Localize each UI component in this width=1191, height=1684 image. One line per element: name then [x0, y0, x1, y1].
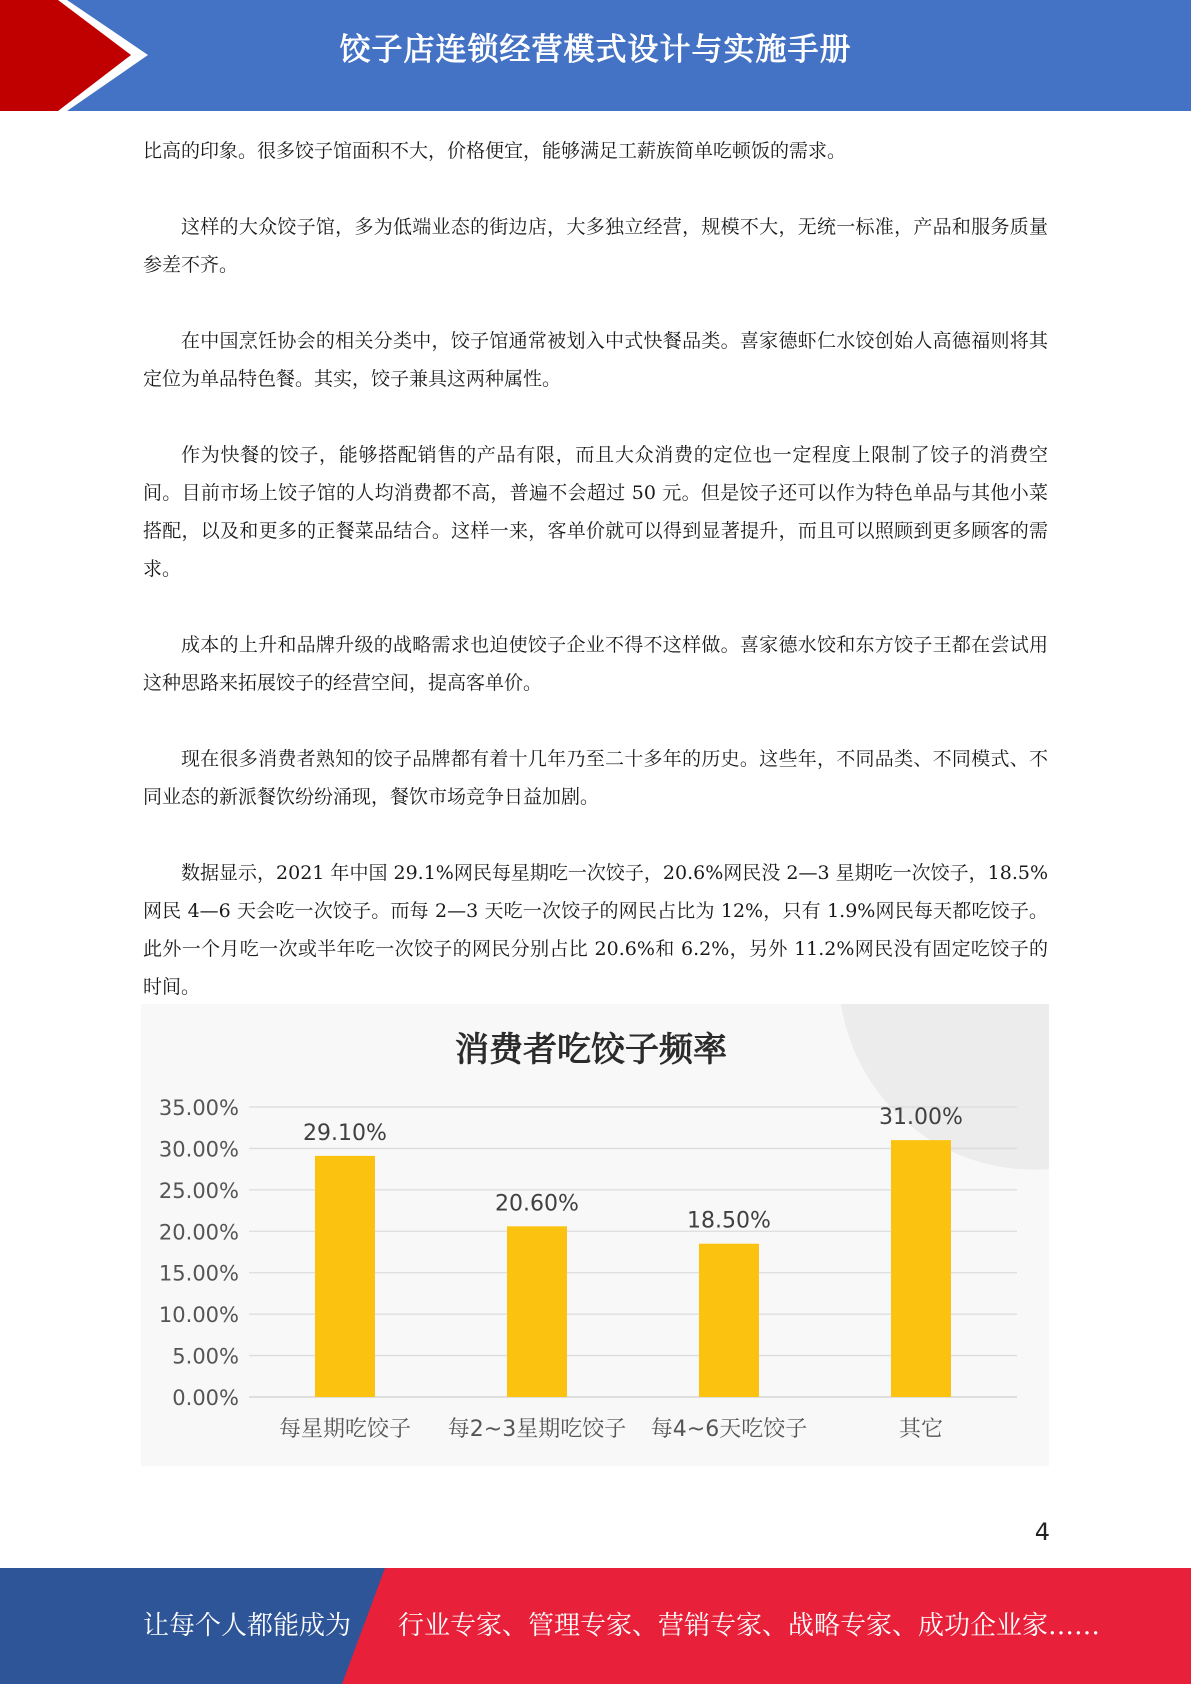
- document-title: 饺子店连锁经营模式设计与实施手册: [339, 32, 852, 68]
- paragraph: 作为快餐的饺子，能够搭配销售的产品有限，而且大众消费的定位也一定程度上限制了饺子的消费空间。目前市场上饺子馆的人均消费都不高，普遍不会超过 50 元。但是饺子还可以作为特色单品与其他小菜搭配，以及和更多的正餐菜品结合。这样一来，客单价就可以得到显著提升，而且可以照顾到更多顾客的需求。: [143, 444, 1048, 580]
- page-footer: [0, 1568, 1191, 1684]
- bar-chart: [141, 1004, 1049, 1466]
- chart-bars: [315, 1140, 951, 1397]
- y-tick-label: 5.00%: [172, 1344, 239, 1369]
- y-tick-label: 30.00%: [158, 1137, 239, 1162]
- data-label: 18.50%: [687, 1208, 771, 1234]
- paragraph: 这样的大众饺子馆，多为低端业态的街边店，大多独立经营，规模不大，无统一标准，产品和服务质量参差不齐。: [143, 216, 1048, 276]
- bar: [891, 1140, 951, 1397]
- x-category-label: 每2~3星期吃饺子: [447, 1417, 627, 1442]
- x-axis-category-labels: [279, 1417, 943, 1442]
- y-axis-tick-labels: [159, 1096, 239, 1410]
- x-category-label: 其它: [898, 1417, 944, 1442]
- footer-slogan-right: 行业专家、管理专家、营销专家、战略专家、成功企业家……: [398, 1611, 1101, 1641]
- chart-data-labels: [303, 1105, 963, 1234]
- x-category-label: 每4~6天吃饺子: [650, 1417, 808, 1442]
- bar: [699, 1244, 759, 1397]
- chart-title: 消费者吃饺子频率: [455, 1030, 727, 1070]
- y-tick-label: 25.00%: [158, 1178, 239, 1203]
- paragraph: 成本的上升和品牌升级的战略需求也迫使饺子企业不得不这样做。喜家德水饺和东方饺子王都在尝试用这种思路来拓展饺子的经营空间，提高客单价。: [143, 634, 1048, 694]
- bar: [507, 1226, 567, 1397]
- paragraph: 比高的印象。很多饺子馆面积不大，价格便宜，能够满足工薪族简单吃顿饭的需求。: [143, 140, 847, 162]
- page-number: 4: [1034, 1518, 1050, 1546]
- paragraph: 在中国烹饪协会的相关分类中，饺子馆通常被划入中式快餐品类。喜家德虾仁水饺创始人高德福则将其定位为单品特色餐。其实，饺子兼具这两种属性。: [143, 330, 1048, 390]
- y-tick-label: 35.00%: [158, 1096, 239, 1120]
- body-text: [143, 132, 1048, 1006]
- y-tick-label: 15.00%: [158, 1261, 239, 1286]
- page-header: [0, 0, 1191, 111]
- y-tick-label: 0.00%: [172, 1386, 239, 1410]
- data-label: 20.60%: [495, 1191, 579, 1217]
- chart-canvas: [141, 1004, 1049, 1466]
- data-label: 31.00%: [879, 1105, 963, 1131]
- x-category-label: 每星期吃饺子: [278, 1417, 412, 1442]
- data-label: 29.10%: [303, 1120, 387, 1146]
- paragraph: 数据显示，2021 年中国 29.1%网民每星期吃一次饺子，20.6%网民没 2—3 星期吃一次饺子，18.5%网民 4—6 天会吃一次饺子。而每 2—3 天吃一次饺子的网民占比为 12%，只有 1.9%网民每天都吃饺子。此外一个月吃一次或半年吃一次饺子的网民分别占比 20.6%和 6.2%，另外 11.2%网民没有固定吃饺子的时间。: [143, 862, 1048, 998]
- footer-slogan-left: 让每个人都能成为: [143, 1611, 352, 1641]
- y-tick-label: 20.00%: [158, 1220, 239, 1245]
- y-tick-label: 10.00%: [158, 1303, 239, 1328]
- paragraph: 现在很多消费者熟知的饺子品牌都有着十几年乃至二十多年的历史。这些年，不同品类、不同模式、不同业态的新派餐饮纷纷涌现，餐饮市场竞争日益加剧。: [143, 748, 1048, 808]
- bar: [315, 1156, 375, 1397]
